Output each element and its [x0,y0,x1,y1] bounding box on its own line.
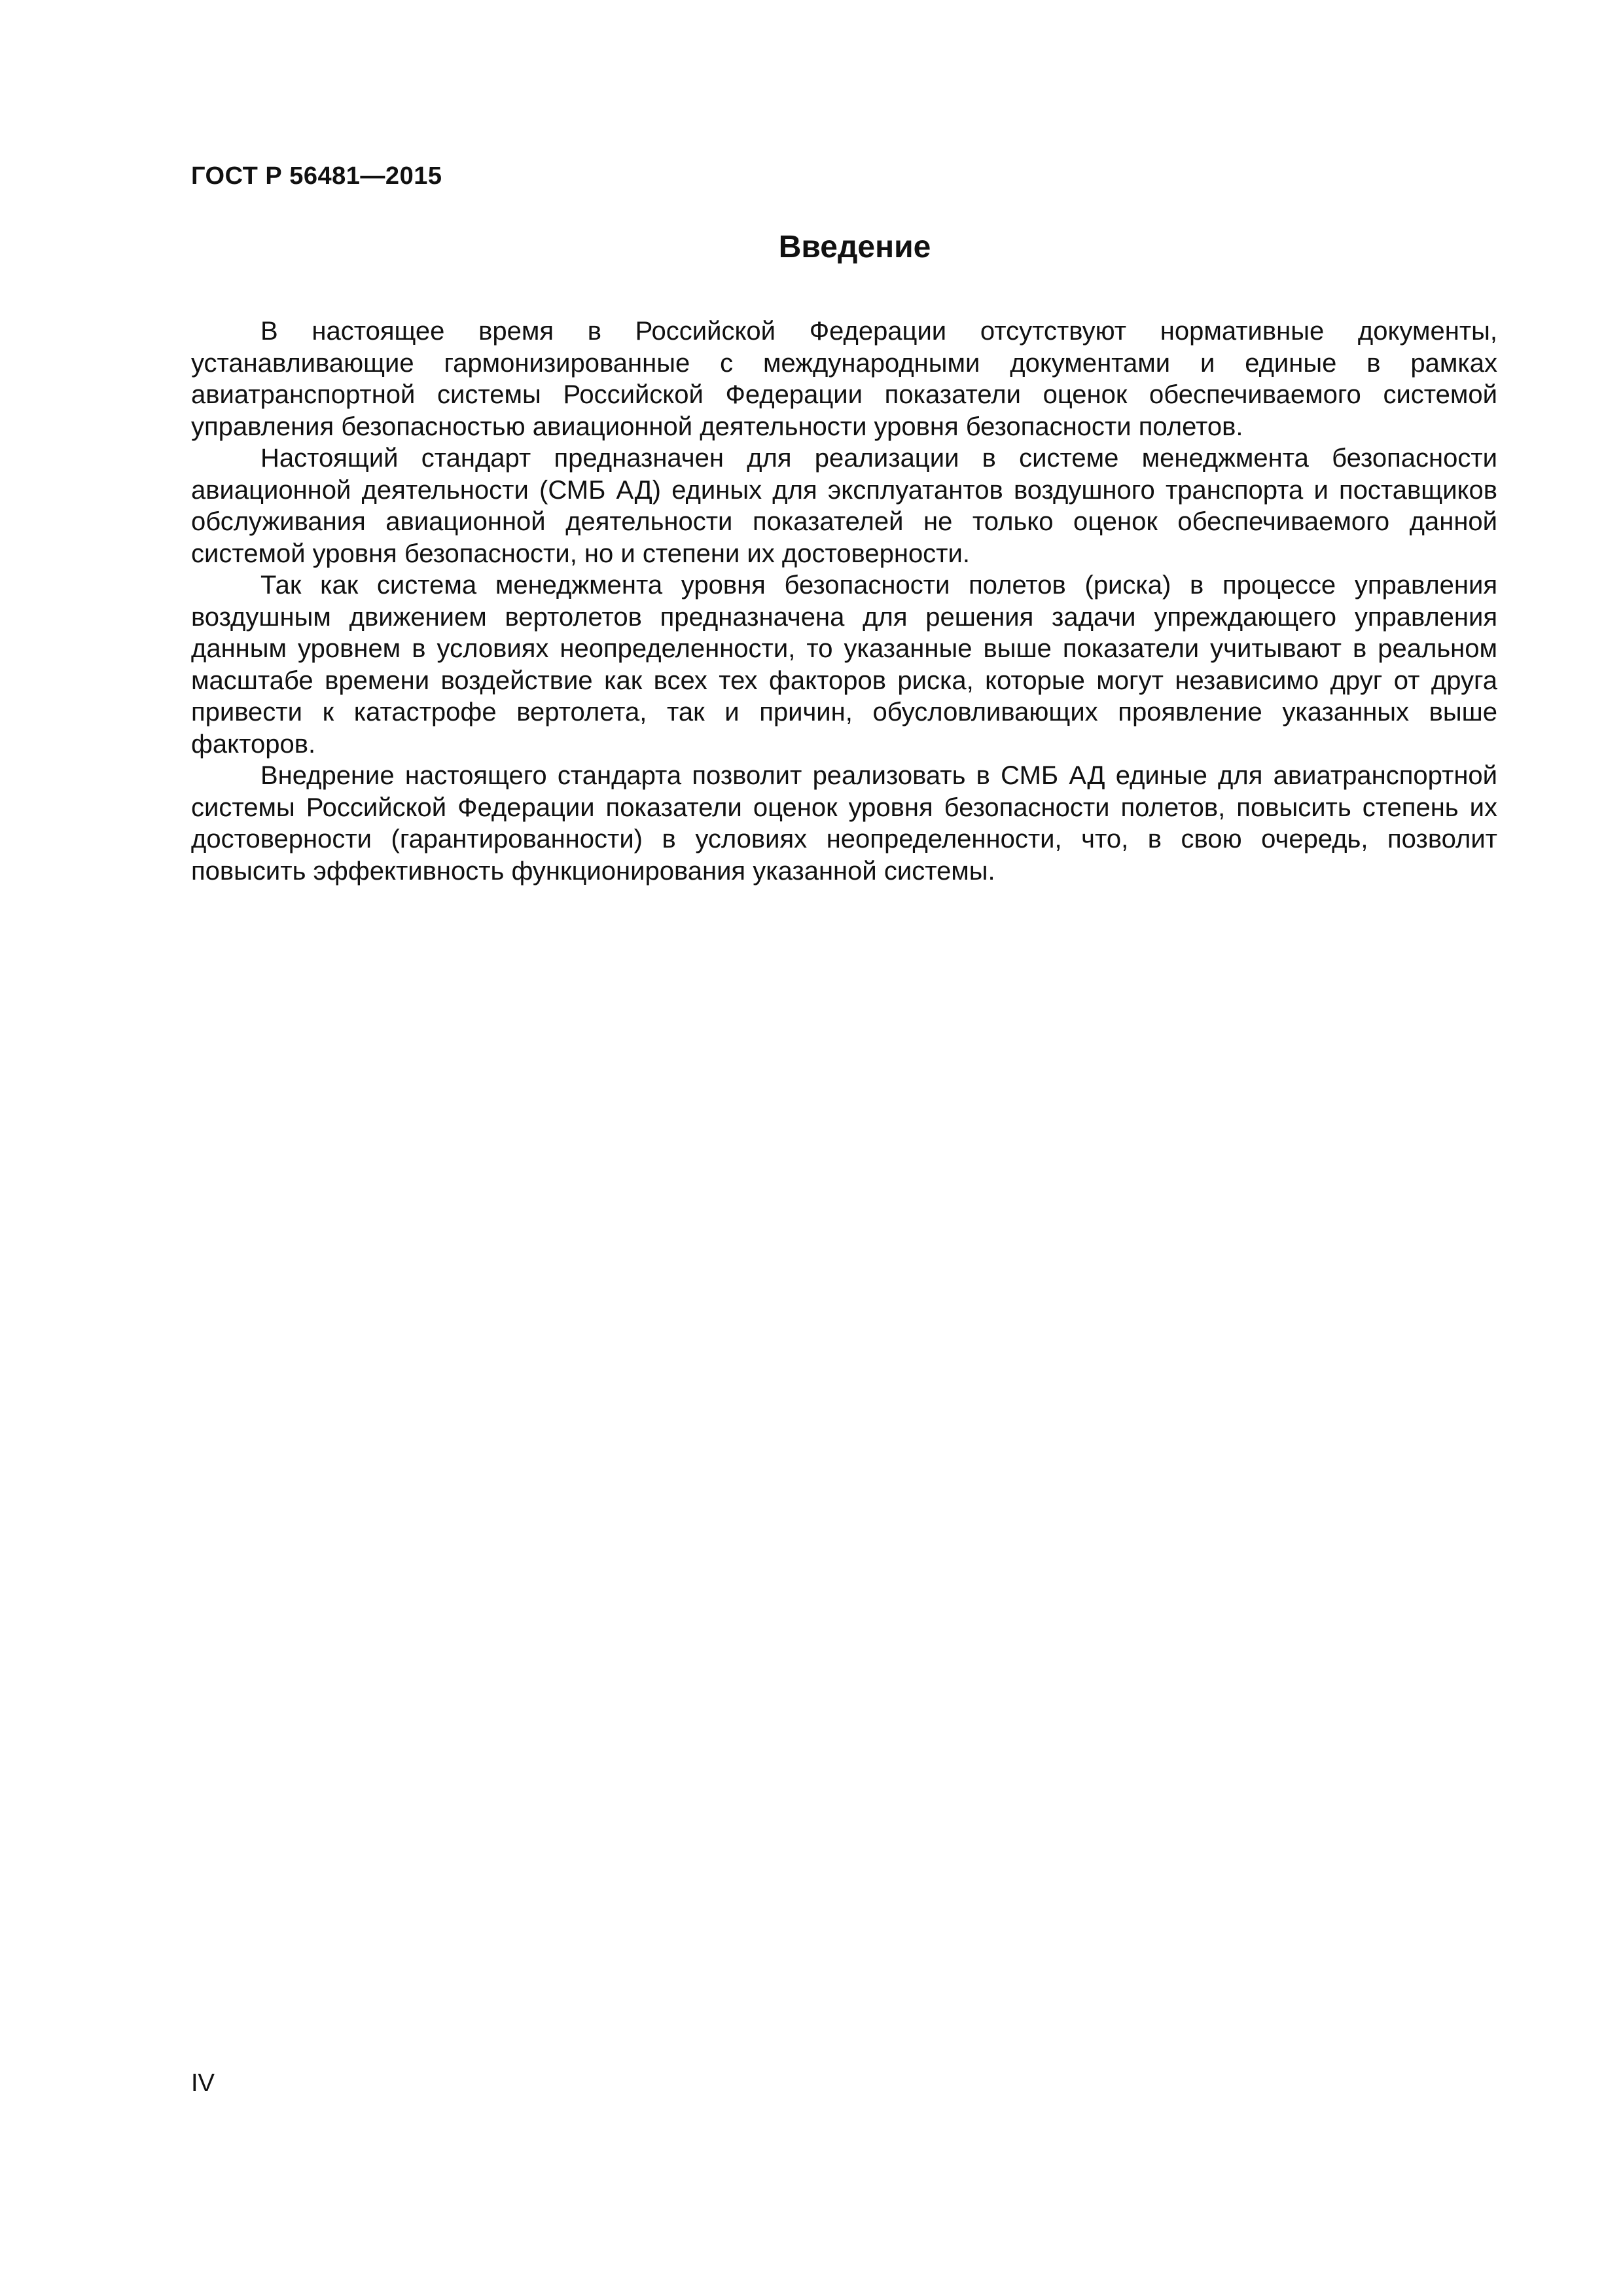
paragraph: Настоящий стандарт предназначен для реализации в системе менеджмента безопасности авиационной деятельности (СМБ АД) единых для эксплуатантов воздушного транспорта и поставщиков обслуживания авиационной деятельности показателей не только оценок обеспечиваемого данной системой уровня безопасности, но и степени их достоверности. [191,444,1497,568]
paragraph: Так как система менеджмента уровня безопасности полетов (риска) в процессе управления воздушным движением вертолетов предназначена для решения задачи упреждающего управления данным уровнем в условиях неопределенности, то указанные выше показатели учитывают в реальном масштабе времени воздействие как всех тех факторов риска, которые могут независимо друг от друга привести к катастрофе вертолета, так и причин, обусловливающих проявление указанных выше факторов. [191,571,1497,759]
paragraph: Внедрение настоящего стандарта позволит реализовать в СМБ АД единые для авиатранспортной системы Российской Федерации показатели оценок уровня безопасности полетов, повысить степень их достоверности (гарантированности) в условиях неопределенности, что, в свою очередь, позволит повысить эффективность функционирования указанной системы. [191,761,1497,886]
paragraph: В настоящее время в Российской Федерации отсутствуют нормативные документы, устанавливающие гармонизированные с международными документами и единые в рамках авиатранспортной системы Российской Федерации показатели оценок обеспечиваемого системой управления безопасностью авиационной деятельности уровня безопасности полетов. [191,317,1497,441]
body-text [191,315,1497,887]
section-title: Введение [778,230,931,264]
page-number: IV [191,2070,215,2097]
document-id: ГОСТ Р 56481—2015 [191,162,442,190]
